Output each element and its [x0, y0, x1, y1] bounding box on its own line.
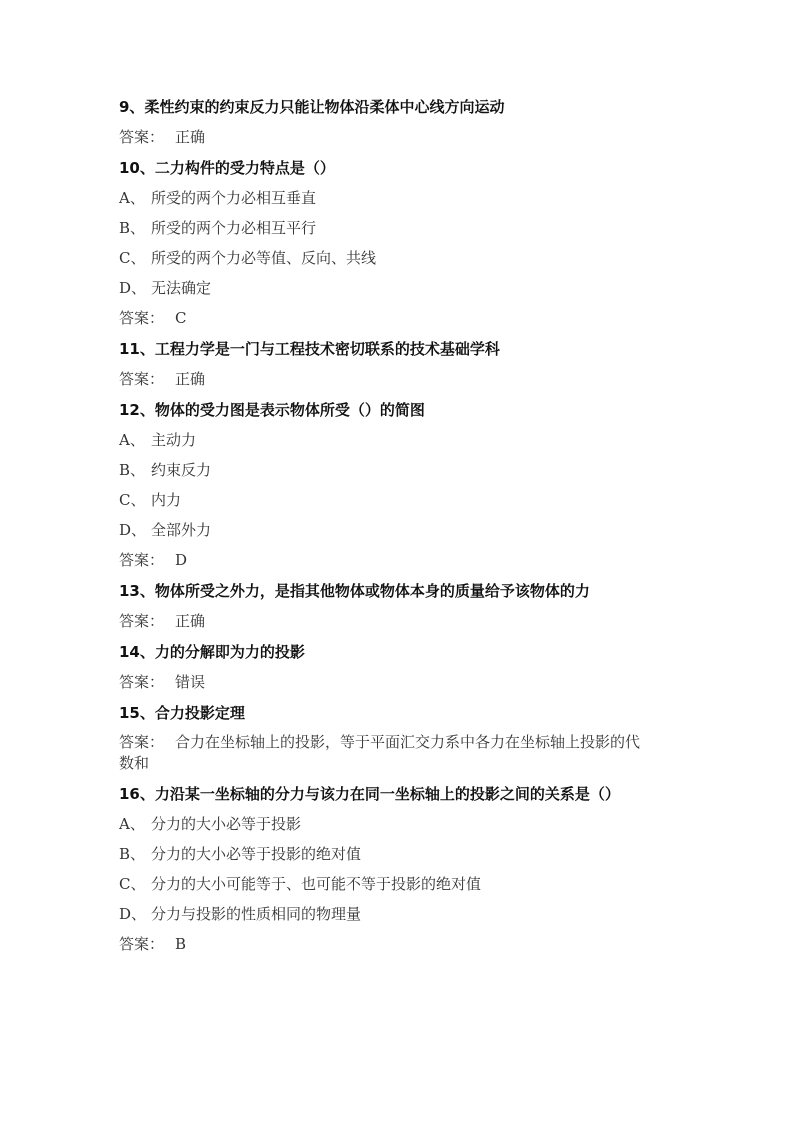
question-10-answer: 答案： C	[119, 309, 187, 327]
question-11-answer: 答案： 正确	[119, 370, 206, 388]
question-16-option-d: D、 分力与投影的性质相同的物理量	[119, 905, 362, 923]
question-12-option-a: A、 主动力	[119, 431, 197, 449]
question-15-answer: 答案： 合力在坐标轴上的投影，等于平面汇交力系中各力在坐标轴上投影的代	[119, 733, 641, 751]
question-10-option-b: B、 所受的两个力必相互平行	[119, 219, 317, 237]
question-16-title: 16、力沿某一坐标轴的分力与该力在同一坐标轴上的投影之间的关系是（）	[119, 785, 620, 803]
question-16-option-c: C、 分力的大小可能等于、也可能不等于投影的绝对值	[119, 875, 482, 893]
question-16-option-b: B、 分力的大小必等于投影的绝对值	[119, 845, 362, 863]
question-10-option-c: C、 所受的两个力必等值、反向、共线	[119, 249, 377, 267]
question-14-title: 14、力的分解即为力的投影	[119, 643, 305, 661]
question-13-answer: 答案： 正确	[119, 612, 206, 630]
question-16-option-a: A、 分力的大小必等于投影	[119, 815, 302, 833]
question-15-answer-continued: 数和	[119, 754, 150, 772]
question-12-option-c: C、 内力	[119, 491, 182, 509]
question-12-option-d: D、 全部外力	[119, 521, 212, 539]
question-9-title: 9、柔性约束的约束反力只能让物体沿柔体中心线方向运动	[119, 98, 505, 116]
question-list	[119, 96, 689, 955]
question-12-title: 12、物体的受力图是表示物体所受（）的简图	[119, 401, 425, 419]
question-16-answer: 答案： B	[119, 935, 187, 953]
question-11-title: 11、工程力学是一门与工程技术密切联系的技术基础学科	[119, 340, 500, 358]
question-10-title: 10、二力构件的受力特点是（）	[119, 159, 335, 177]
question-14-answer: 答案： 错误	[119, 673, 206, 691]
question-10-option-d: D、 无法确定	[119, 279, 212, 297]
question-10-option-a: A、 所受的两个力必相互垂直	[119, 189, 317, 207]
question-12-option-b: B、 约束反力	[119, 461, 212, 479]
question-15-title: 15、合力投影定理	[119, 704, 245, 722]
question-9-answer: 答案： 正确	[119, 128, 206, 146]
question-13-title: 13、物体所受之外力，是指其他物体或物体本身的质量给予该物体的力	[119, 582, 590, 600]
question-12-answer: 答案： D	[119, 551, 188, 569]
